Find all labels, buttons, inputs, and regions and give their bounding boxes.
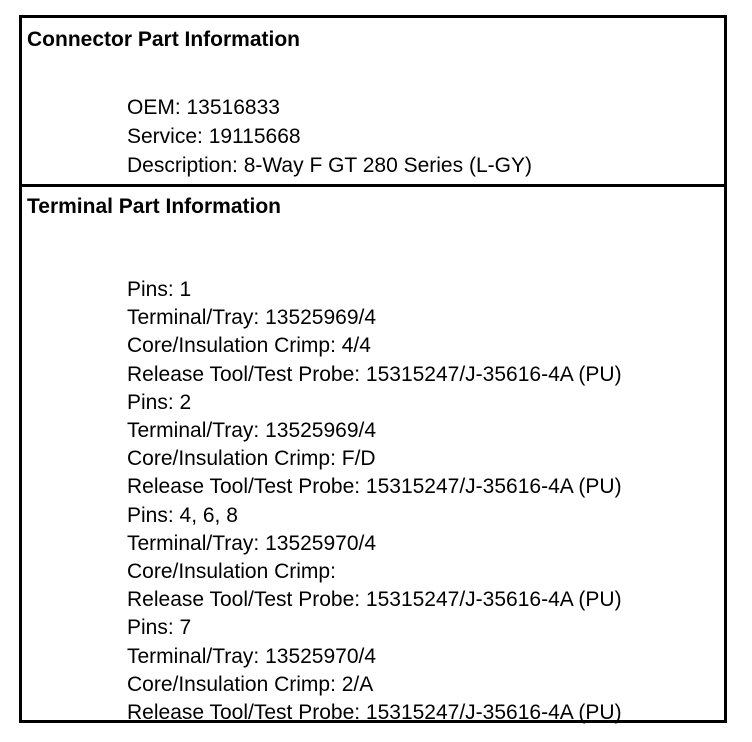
terminal-crimp-line: Core/Insulation Crimp: 4/4 <box>127 334 371 358</box>
terminal-tray-line: Terminal/Tray: 13525969/4 <box>127 419 377 443</box>
terminal-release-tool-line: Release Tool/Test Probe: 15315247/J-35616-4A (PU) <box>127 701 622 725</box>
terminal-pins-line: Pins: 2 <box>127 390 192 414</box>
terminal-details-list <box>127 276 622 727</box>
connector-oem-line: OEM: 13516833 <box>127 96 280 119</box>
terminal-tray-line: Terminal/Tray: 13525970/4 <box>127 531 377 555</box>
terminal-tray-line: Terminal/Tray: 13525970/4 <box>127 644 377 668</box>
connector-description-line: Description: 8-Way F GT 280 Series (L-GY) <box>127 154 532 177</box>
terminal-crimp-line: Core/Insulation Crimp: <box>127 560 336 584</box>
terminal-pins-line: Pins: 4, 6, 8 <box>127 503 238 527</box>
connector-section-title: Connector Part Information <box>27 28 301 51</box>
terminal-tray-line: Terminal/Tray: 13525969/4 <box>127 306 377 330</box>
terminal-release-tool-line: Release Tool/Test Probe: 15315247/J-35616-4A (PU) <box>127 475 622 499</box>
terminal-pins-line: Pins: 7 <box>127 616 192 640</box>
part-information-table <box>19 15 727 723</box>
terminal-crimp-line: Core/Insulation Crimp: F/D <box>127 447 376 471</box>
terminal-crimp-line: Core/Insulation Crimp: 2/A <box>127 672 374 696</box>
terminal-section-title: Terminal Part Information <box>27 195 281 218</box>
connector-service-line: Service: 19115668 <box>127 125 301 148</box>
terminal-part-section <box>22 187 724 725</box>
terminal-pins-line: Pins: 1 <box>127 278 192 301</box>
connector-details-list <box>127 93 532 180</box>
terminal-release-tool-line: Release Tool/Test Probe: 15315247/J-35616-4A (PU) <box>127 362 622 386</box>
terminal-release-tool-line: Release Tool/Test Probe: 15315247/J-35616-4A (PU) <box>127 588 622 612</box>
connector-part-section <box>22 18 724 184</box>
